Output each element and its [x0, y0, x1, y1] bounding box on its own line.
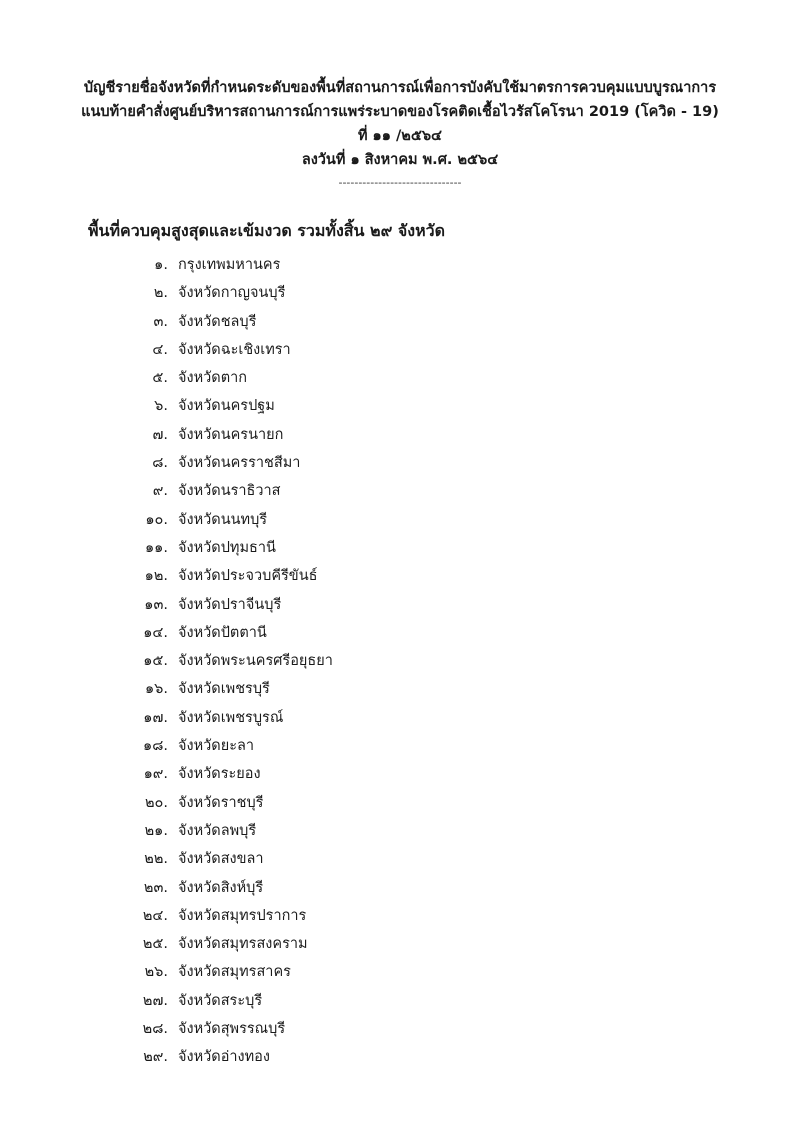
section-heading: พื้นที่ควบคุมสูงสุดและเข้มงวด รวมทั้งสิ้น ๒๙ จังหวัด [88, 221, 445, 240]
province-name: จังหวัดกาญจนบุรี [178, 285, 286, 302]
item-number: ๒๓. [143, 879, 168, 896]
list-item [120, 619, 333, 647]
province-name: จังหวัดตาก [178, 370, 248, 387]
item-number: ๑. [154, 257, 168, 273]
item-number: ๑๕. [143, 653, 168, 670]
province-name: จังหวัดลพบุรี [178, 822, 257, 839]
province-name: จังหวัดนครปฐม [178, 398, 275, 415]
province-name: จังหวัดสุพรรณบุรี [178, 1021, 286, 1038]
header-title-line-2: แนบท้ายคำสั่งศูนย์บริหารสถานการณ์การแพร่ระบาดของโรคติดเชื้อไวรัสโคโรนา 2019 (โควิด - 19) [81, 104, 719, 120]
province-name: จังหวัดสระบุรี [178, 992, 263, 1009]
list-item [120, 591, 333, 619]
list-item [120, 704, 333, 732]
item-number: ๓. [153, 313, 168, 330]
province-name: จังหวัดปราจีนบุรี [178, 596, 282, 613]
item-number: ๕. [152, 370, 168, 387]
item-number: ๑๓. [144, 596, 168, 613]
list-item [120, 732, 333, 760]
item-number: ๘. [152, 455, 168, 472]
province-name: จังหวัดนนทบุรี [178, 511, 268, 528]
province-name: จังหวัดระยอง [178, 766, 261, 783]
province-name: จังหวัดฉะเชิงเทรา [178, 341, 291, 358]
province-name: จังหวัดพระนครศรีอยุธยา [178, 653, 333, 670]
list-item [120, 392, 333, 420]
item-number: ๒๐. [144, 794, 168, 811]
province-name: จังหวัดสมุทรปราการ [178, 907, 307, 924]
list-item [120, 1043, 333, 1071]
list-item [120, 477, 333, 505]
header-title-line-1: บัญชีรายชื่อจังหวัดที่กำหนดระดับของพื้นที่สถานการณ์เพื่อการบังคับใช้มาตรการควบคุมแบบบูรณาการ [83, 80, 717, 96]
list-item [120, 308, 333, 336]
province-name: จังหวัดอ่างทอง [178, 1049, 270, 1066]
item-number: ๒. [153, 285, 168, 302]
item-number: ๒๔. [142, 907, 168, 924]
item-number: ๑๒. [144, 568, 168, 585]
item-number: ๑๐. [145, 511, 168, 528]
list-item [120, 817, 333, 845]
province-name: กรุงเทพมหานคร [178, 257, 281, 273]
document-header [60, 76, 740, 192]
item-number: ๗. [152, 426, 168, 443]
province-name: จังหวัดปทุมธานี [178, 539, 276, 556]
item-number: ๒๙. [143, 1049, 168, 1066]
list-item [120, 364, 333, 392]
item-number: ๒๒. [144, 851, 168, 868]
item-number: ๒๗. [142, 992, 168, 1009]
list-item [120, 958, 333, 986]
list-item [120, 534, 333, 562]
list-item [120, 336, 333, 364]
header-divider: ------------------------------- [338, 176, 462, 189]
province-name: จังหวัดเพชรบุรี [178, 681, 270, 698]
province-name: จังหวัดประจวบคีรีขันธ์ [178, 568, 318, 585]
province-name: จังหวัดสิงห์บุรี [178, 879, 264, 896]
list-item [120, 874, 333, 902]
item-number: ๑๙. [143, 766, 168, 783]
list-item [120, 845, 333, 873]
item-number: ๑๑. [144, 539, 168, 556]
province-name: จังหวัดปัตตานี [178, 624, 267, 641]
item-number: ๔. [152, 341, 168, 358]
list-item [120, 506, 333, 534]
list-item [120, 902, 333, 930]
list-item [120, 562, 333, 590]
province-name: จังหวัดเพชรบูรณ์ [178, 709, 284, 726]
order-date: ลงวันที่ ๑ สิงหาคม พ.ศ. ๒๕๖๔ [301, 152, 499, 168]
list-item [120, 987, 333, 1015]
list-item [120, 421, 333, 449]
list-item [120, 279, 333, 307]
province-name: จังหวัดสงขลา [178, 851, 264, 868]
item-number: ๑๗. [143, 709, 168, 726]
order-number: ที่ ๑๑ /๒๕๖๔ [357, 128, 443, 144]
province-name: จังหวัดยะลา [178, 738, 255, 755]
province-list [120, 251, 333, 1072]
list-item [120, 760, 333, 788]
list-item [120, 251, 333, 279]
item-number: ๙. [152, 483, 168, 500]
list-item [120, 675, 333, 703]
list-item [120, 449, 333, 477]
item-number: ๑๘. [143, 738, 168, 755]
item-number: ๒๘. [142, 1021, 168, 1038]
list-item [120, 789, 333, 817]
list-item [120, 930, 333, 958]
province-name: จังหวัดนครราชสีมา [178, 455, 301, 472]
item-number: ๒๖. [144, 964, 168, 981]
item-number: ๑๖. [144, 681, 168, 698]
province-name: จังหวัดสมุทรสาคร [178, 964, 291, 981]
province-name: จังหวัดนราธิวาส [178, 483, 281, 500]
list-item [120, 647, 333, 675]
province-name: จังหวัดนครนายก [178, 426, 284, 443]
province-name: จังหวัดชลบุรี [178, 313, 257, 330]
item-number: ๖. [154, 398, 168, 415]
item-number: ๒๕. [142, 936, 168, 953]
province-name: จังหวัดสมุทรสงคราม [178, 936, 308, 953]
list-item [120, 1015, 333, 1043]
province-name: จังหวัดราชบุรี [178, 794, 264, 811]
item-number: ๑๔. [143, 624, 168, 641]
item-number: ๒๑. [144, 822, 168, 839]
